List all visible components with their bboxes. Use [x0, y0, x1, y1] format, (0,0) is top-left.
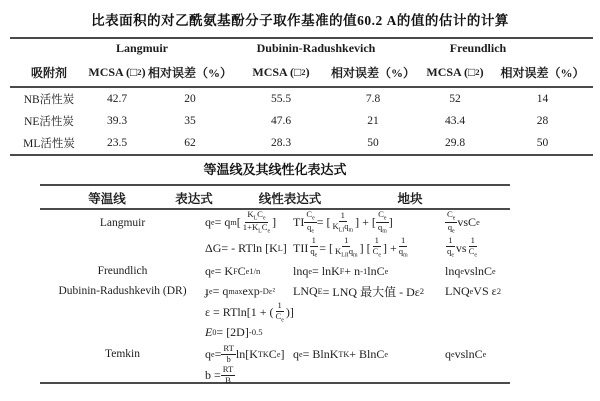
plot-formula: lnq e vslnC e — [445, 263, 496, 278]
group-header-freundlich: Freundlich — [449, 41, 507, 55]
table-cell: 50 — [367, 137, 379, 149]
table-cell: 28.3 — [270, 137, 292, 149]
group-header-dubinin-radushkevich: Dubinin-Radushkevich — [256, 41, 376, 55]
expression-formula: q e = q m [ $K_LC_e$ $1+K_LC_e$ ] — [205, 209, 277, 236]
table-row-langmuir-1 — [40, 210, 510, 235]
column-header-error-langmuir: 相对误差（%） — [147, 65, 232, 80]
table-row-temkin — [40, 343, 510, 365]
expression-formula: q e = RT b ln[K TK C e ] — [205, 342, 285, 364]
table1-caption: 比表面积的对乙酰氨基酚分子取作基准的值60.2 A的值的估计的计算 — [91, 13, 509, 28]
isotherm-name: Freundlich — [97, 265, 148, 277]
table-row-ml-carbon — [10, 132, 593, 154]
table1-column-header-row — [10, 58, 593, 88]
table-row-ne-carbon — [10, 110, 593, 132]
linear-expression-formula: q e = BlnK TK + BlnC e — [293, 346, 389, 361]
isotherm-name: Temkin — [105, 348, 140, 360]
expression-formula: q e = K F C e 1/n — [205, 263, 261, 278]
column-header-plot: 地块 — [397, 192, 423, 206]
expression-formula: E 0 = [2D] -0.5 — [205, 324, 263, 339]
linear-expression-formula: lnq e = lnK F + n -1 lnC e — [293, 263, 389, 278]
mcsa-results-table — [10, 37, 593, 156]
adsorbent-label: NB活性炭 — [23, 94, 75, 106]
table-row-dubinin-radushkevich — [40, 281, 510, 301]
plot-formula: 1 $q_e$ vs 1 $C_e$ — [447, 235, 477, 259]
table1-group-header-row — [10, 39, 593, 58]
expression-formula: ε = RTln[1 + ( 1 $C_e$ )] — [205, 300, 294, 324]
expression-formula: b = RT B — [205, 364, 234, 385]
plot-formula — [445, 321, 510, 343]
column-header-error-dr: 相对误差（%） — [330, 65, 415, 80]
table-row-temkin-b — [40, 364, 510, 385]
table-cell: 29.8 — [444, 137, 466, 149]
table-cell: 35 — [184, 115, 196, 127]
isotherm-name — [40, 365, 205, 386]
linear-expression-formula — [293, 321, 445, 343]
table-cell: 50 — [536, 137, 549, 149]
isotherm-name: Dubinin-Radushkevih (DR) — [58, 285, 187, 297]
linear-expression-formula: LNQ E = LNQ 最大值 - Dε 2 — [293, 283, 425, 299]
table-cell: 52 — [449, 93, 461, 105]
linear-expression-formula — [293, 365, 445, 386]
table-row-dr-e0 — [40, 321, 510, 343]
table-cell: 42.7 — [106, 93, 128, 105]
table-row-freundlich — [40, 261, 510, 281]
expression-formula: ɟ e = q max exp -Dε² — [205, 283, 276, 298]
plot-formula: q e vslnC e — [445, 346, 487, 361]
linear-expression-formula: TI $C_e$ $q_e$ = [ 1 $K_{LI}q_m$ ] + [ $C_e$ $q_m$ ] — [293, 209, 393, 236]
isotherm-name: Langmuir — [99, 216, 146, 229]
column-header-mcsa-dr: MCSA (□ 2 ) — [252, 64, 310, 79]
table-cell: 39.3 — [106, 115, 128, 127]
isotherm-expressions-table — [40, 184, 510, 384]
table-cell: 20 — [184, 93, 196, 105]
table-cell: 62 — [184, 137, 196, 149]
expression-formula: ΔG= - RTln [K L ] — [205, 240, 287, 255]
adsorbent-label: NE活性炭 — [24, 116, 74, 128]
table-cell: 28 — [536, 115, 549, 127]
table-cell: 23.5 — [106, 137, 128, 149]
table-cell: 14 — [536, 93, 549, 105]
isotherm-name — [40, 321, 205, 343]
table2-header-row — [40, 186, 510, 210]
table-row-nb-carbon — [10, 88, 593, 110]
table-cell: 43.4 — [444, 115, 466, 127]
column-header-expression: 表达式 — [175, 192, 213, 206]
adsorbent-label: ML活性炭 — [23, 138, 75, 150]
table-cell: 7.8 — [365, 93, 381, 105]
column-header-linear-expression: 线性表达式 — [258, 192, 322, 206]
column-header-isotherm: 等温线 — [88, 192, 126, 206]
column-header-mcsa-freundlich: MCSA (□ 2 ) — [426, 64, 484, 79]
group-header-langmuir: Langmuir — [115, 41, 169, 55]
column-header-error-freundlich: 相对误差（%） — [500, 65, 585, 80]
plot-formula — [445, 365, 510, 386]
table-row-dr-epsilon — [40, 300, 510, 324]
column-header-adsorbent: 吸附剂 — [30, 65, 67, 80]
column-header-mcsa-langmuir: MCSA (□ 2 ) — [88, 64, 146, 79]
table-cell: 55.5 — [270, 93, 292, 105]
plot-formula: LNQ e VS ε 2 — [445, 283, 501, 298]
table-cell: 47.6 — [270, 115, 292, 127]
table-row-langmuir-2 — [40, 235, 510, 261]
isotherm-name — [40, 235, 205, 261]
table2-caption: 等温线及其线性化表达式 — [203, 162, 347, 177]
table-cell: 21 — [367, 115, 379, 127]
linear-expression-formula: TII 1 $q_e$ = [ 1 $K_{LII}q_m$ ] [ 1 $C_e$ ] + 1 $q_m$ — [293, 235, 408, 259]
plot-formula: $C_e$ $q_e$ vsC e — [447, 209, 480, 236]
